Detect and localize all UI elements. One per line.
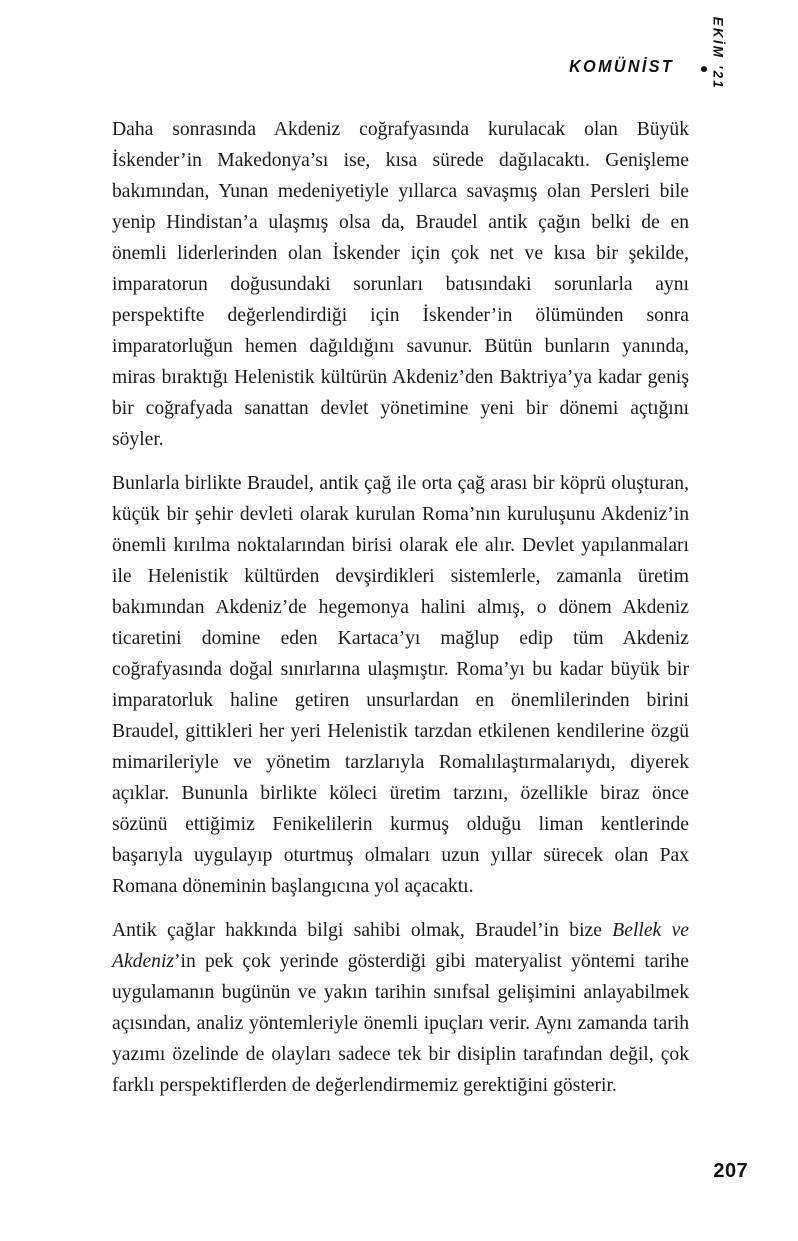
bullet-dot-icon (701, 66, 707, 72)
paragraph-3 (112, 915, 689, 1101)
body-text-column (112, 114, 689, 1101)
book-title-italic: Bellek ve Akdeniz (112, 920, 690, 972)
running-header (112, 16, 746, 96)
paragraph-2 (112, 468, 689, 902)
publication-title: KOMÜNİST (568, 56, 674, 76)
text-run: Bunlarla birlikte Braudel, antik çağ ile orta çağ arası bir köprü oluşturan, küçük bir şehir devleti olarak kurulan Roma’nın kuruluşunu Akdeniz’in önemli kırılma noktalarından birisi olarak ele alır. Devlet yapılanmaları ile Helenistik kültürden devşirdikleri sistemlerle, zamanla üretim bakımından Akdeniz’de hegemonya halini almış, o dönem Akdeniz ticaretini domine eden Kartaca’yı mağlup edip tüm Akdeniz coğrafyasında doğal sınırlarına ulaşmıştır. Roma’yı bu kadar büyük bir imparatorluk haline getiren unsurlardan en önemlilerinden birini Braudel, gittikleri her yeri Helenistik tarzdan etkilenen kendilerine özgü mimarileriyle ve yönetim tarzlarıyla Romalılaştırmalarıydı, diyerek açıklar. Bununla birlikte köleci üretim tarzını, özellikle biraz önce sözünü ettiğimiz Fenikelilerin kurmuş olduğu liman kentlerinde başarıyla uygulayıp oturtmuş olmaları uzun yıllar sürecek olan Pax Romana döneminin başlangıcına yol açacaktı. (112, 473, 689, 897)
paragraph-1 (112, 114, 689, 455)
page-number: 207 (713, 1160, 748, 1182)
text-run: Antik çağlar hakkında bilgi sahibi olmak, Braudel’in bize (112, 920, 613, 941)
text-run: Daha sonrasında Akdeniz coğrafyasında kurulacak olan Büyük İskender’in Makedonya’sı ise, kısa sürede dağılacaktı. Genişleme bakımından, Yunan medeniyetiyle yıllarca savaşmış olan Persleri bile yenip Hindistan’a ulaşmış olsa da, Braudel antik çağın belki de en önemli liderlerinden olan İskender için çok net ve kısa bir şekilde, imparatorun doğusundaki sorunları batısındaki sorunlarla aynı perspektifte değerlendirdiği için İskender’in ölümünden sonra imparatorluğun hemen dağıldığını savunur. Bütün bunların yanında, miras bıraktığı Helenistik kültürün Akdeniz’den Baktriya’ya kadar geniş bir coğrafyada sanattan devlet yönetimine yeni bir dönemi açtığını söyler. (112, 119, 689, 450)
text-run: ’in pek çok yerinde gösterdiği gibi materyalist yöntemi tarihe uygulamanın bugünün ve yakın tarihin sınıfsal gelişimini anlayabilmek açısından, analiz yöntemleriyle önemli ipuçları verir. Aynı zamanda tarih yazımı özelinde de olayları sadece tek bir disiplin tarafından değil, çok farklı perspektiflerden de değerlendirmemiz gerektiğini gösterir. (112, 951, 689, 1096)
issue-date: EKİM '21 (710, 16, 725, 90)
